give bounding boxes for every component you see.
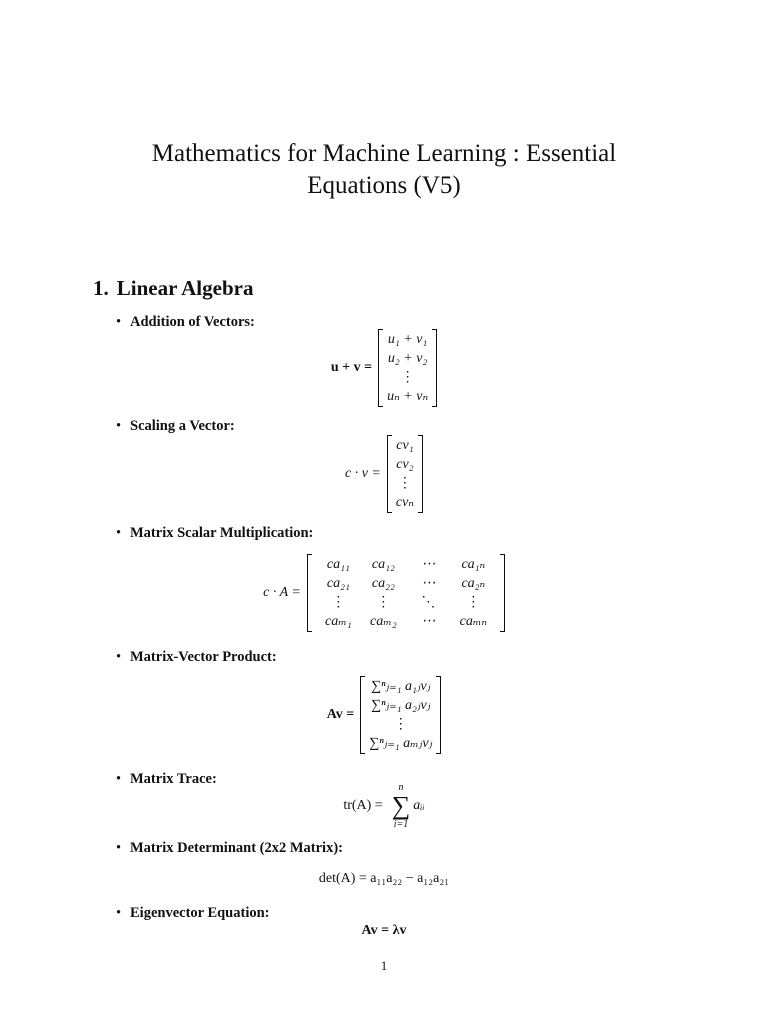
matrix-row [316, 612, 496, 631]
matrix-cell: ⋮ [331, 595, 346, 610]
bullet-dot-icon: • [116, 905, 122, 921]
equation-text: det(A) = a₁₁a₂₂ − a₁₂a₂₁ [318, 871, 450, 886]
matrix-cell: ⋱ [421, 595, 436, 610]
equation-matrix-scalar [0, 552, 768, 634]
bullet-dot-icon: • [116, 314, 122, 330]
bullet-label: Matrix-Vector Product: [130, 649, 277, 665]
section-title: Linear Algebra [116, 276, 254, 300]
sum-lower-limit: i=1 [393, 819, 409, 830]
matrix-cell: caₘₙ [459, 614, 488, 629]
matrix-row [316, 555, 496, 574]
equation-lhs: tr(A) = [343, 798, 383, 813]
vector-entry: ⋮ [400, 370, 415, 385]
equation-matrix-vector-product [0, 674, 768, 756]
equation-text: Av = λv [361, 923, 407, 938]
equation-vector-addition [0, 328, 768, 408]
matrix-cell: caₘ₂ [370, 614, 397, 629]
bullet-dot-icon: • [116, 649, 122, 665]
section-number: 1. [93, 276, 109, 300]
matrix-cell: ca₁ₙ [461, 557, 486, 572]
bullet-dot-icon: • [116, 840, 122, 856]
bullet-matrix-vector-product [116, 649, 277, 666]
title-line-2: Equations (V5) [307, 172, 461, 199]
vector-entry: uₙ + vₙ [387, 389, 429, 404]
bullet-label: Matrix Scalar Multiplication: [130, 525, 314, 541]
matrix-cell: ⋯ [421, 614, 436, 629]
bullet-label: Matrix Trace: [130, 771, 217, 787]
vector-entry: u₁ + v₁ [387, 332, 428, 347]
result-matrix [307, 554, 505, 632]
equation-lhs: c · A = [263, 585, 301, 600]
result-vector [387, 435, 423, 513]
bullet-label: Scaling a Vector: [130, 418, 235, 434]
bullet-matrix-determinant [116, 840, 343, 857]
equation-determinant [0, 869, 768, 889]
equation-lhs: Av = [326, 707, 355, 722]
equation-lhs: u + v = [330, 360, 373, 375]
vector-entry: ⋮ [393, 717, 408, 732]
matrix-cell: ca₁₂ [371, 557, 395, 572]
bullet-eigenvector-equation [116, 905, 270, 922]
equation-lhs: c · v = [345, 466, 381, 481]
vector-entry: ∑ⁿⱼ₌₁ a₂ⱼvⱼ [371, 698, 431, 713]
matrix-row [316, 574, 496, 593]
equation-vector-scaling [0, 434, 768, 514]
vector-entry: ∑ⁿⱼ₌₁ aₘⱼvⱼ [369, 736, 433, 751]
vector-entry: cvₙ [395, 495, 414, 510]
document-title [0, 138, 768, 202]
bullet-label: Addition of Vectors: [130, 314, 255, 330]
matrix-cell: ca₂₂ [371, 576, 395, 591]
matrix-cell: ⋮ [376, 595, 391, 610]
vector-entry: cv₂ [396, 457, 414, 472]
sum-term: aᵢᵢ [413, 798, 425, 813]
vector-entry: ∑ⁿⱼ₌₁ a₁ⱼvⱼ [371, 679, 431, 694]
matrix-cell: ca₁₁ [326, 557, 350, 572]
page-number: 1 [380, 958, 388, 973]
vector-entry: u₂ + v₂ [387, 351, 428, 366]
section-heading [93, 276, 253, 301]
bullet-dot-icon: • [116, 418, 122, 434]
matrix-cell: ⋯ [421, 557, 436, 572]
matrix-cell: ⋯ [421, 576, 436, 591]
summation-icon: n ∑ i=1 [391, 782, 411, 830]
matrix-cell: ca₂₁ [326, 576, 350, 591]
sum-upper-limit: n [398, 782, 404, 793]
matrix-row [316, 593, 496, 612]
result-vector [360, 676, 441, 754]
equation-eigenvector [0, 921, 768, 941]
bullet-matrix-scalar-multiplication [116, 525, 313, 542]
matrix-cell: ⋮ [466, 595, 481, 610]
equation-matrix-trace [0, 783, 768, 829]
title-line-1: Mathematics for Machine Learning : Essential [151, 140, 617, 167]
bullet-label: Eigenvector Equation: [130, 905, 270, 921]
matrix-cell: caₘ₁ [325, 614, 352, 629]
bullet-label: Matrix Determinant (2x2 Matrix): [130, 840, 343, 856]
bullet-dot-icon: • [116, 525, 122, 541]
result-vector [378, 329, 437, 407]
bullet-dot-icon: • [116, 771, 122, 787]
vector-entry: cv₁ [396, 438, 414, 453]
matrix-cell: ca₂ₙ [461, 576, 486, 591]
vector-entry: ⋮ [397, 476, 412, 491]
bullet-scaling-a-vector [116, 418, 235, 435]
